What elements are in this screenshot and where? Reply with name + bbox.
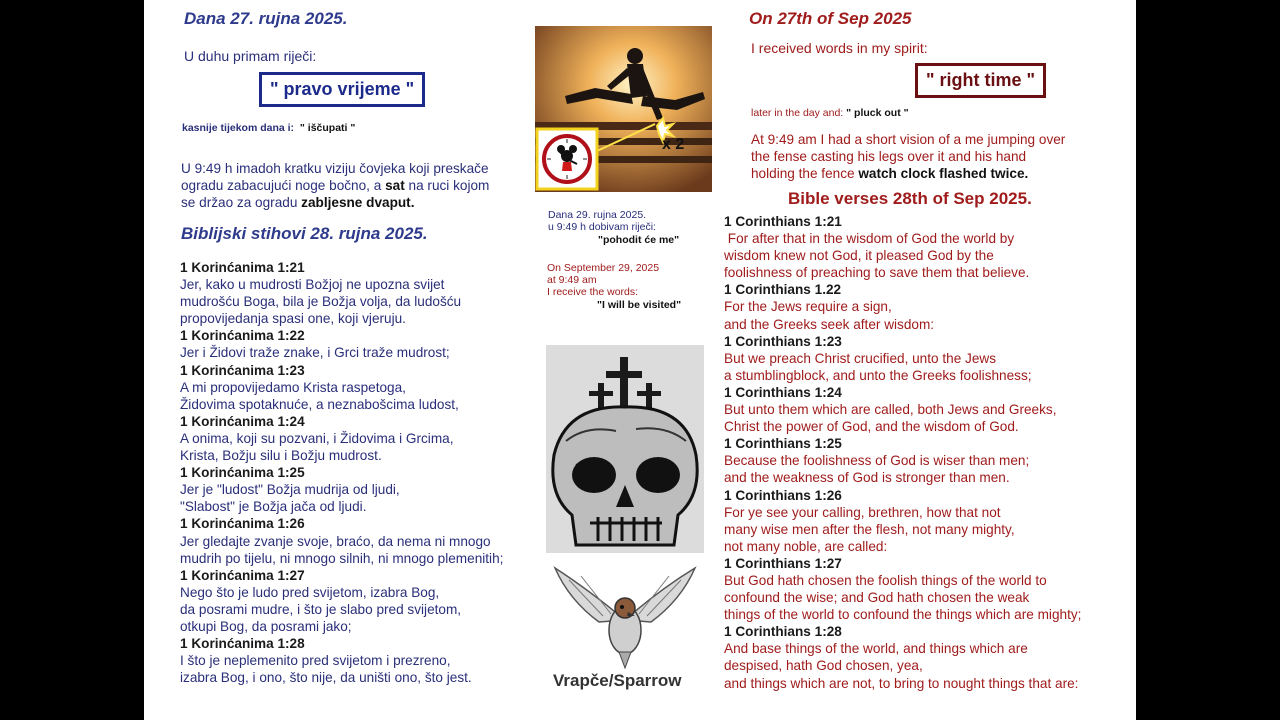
hr-later-prefix: kasnije tijekom dana i: xyxy=(182,122,295,134)
hr-vision-line: U 9:49 h imadoh kratku viziju čovjeka koji preskače xyxy=(181,161,489,176)
x2-label: x 2 xyxy=(662,136,685,153)
verse-text-line: Židovima spotaknuće, a neznabošcima ludost, xyxy=(180,396,459,412)
en-later-line xyxy=(751,107,909,119)
en-vision-flash: watch clock flashed twice. xyxy=(858,166,1029,181)
hr-vision-flash: zabljesne dvaput. xyxy=(301,195,415,210)
sparrow-image xyxy=(549,560,701,696)
verse-reference: 1 Corinthians 1:24 xyxy=(724,384,842,400)
hr-note-word: "pohodit će me" xyxy=(598,234,680,246)
verse-text-line: things of the world to confound the things which are mighty; xyxy=(724,607,1082,623)
hr-vision-part: ogradu zabacujući noge bočno, a xyxy=(181,178,382,193)
verse-reference: 1 Corinthians 1:25 xyxy=(724,436,842,452)
hr-vision-text xyxy=(181,160,489,211)
en-note-line: at 9:49 am xyxy=(547,274,597,286)
verse-reference: 1 Corinthians 1.22 xyxy=(724,282,842,298)
hr-vision-part: na ruci kojom xyxy=(408,178,490,193)
verse-text-line: otkupi Bog, da posrami jako; xyxy=(180,618,352,634)
hr-word-box: " pravo vrijeme " xyxy=(259,72,425,107)
hr-intro: U duhu primam riječi: xyxy=(184,48,317,64)
verse-text-line: And base things of the world, and things which are xyxy=(724,641,1028,657)
hr-followup-note xyxy=(548,209,679,246)
en-word-box: " right time " xyxy=(915,63,1046,98)
verse-text-line: many wise men after the flesh, not many mighty, xyxy=(724,521,1015,537)
verse-text-line: confound the wise; and God hath chosen the weak xyxy=(724,590,1030,606)
hr-date-title: Dana 27. rujna 2025. xyxy=(184,9,348,28)
verse-text-line: I što je neplemenito pred svijetom i prezreno, xyxy=(180,653,451,669)
verse-text-line: A mi propovijedamo Krista raspetoga, xyxy=(180,379,406,395)
en-vision-line: At 9:49 am I had a short vision of a me jumping over xyxy=(751,132,1066,147)
hr-verses-title: Biblijski stihovi 28. rujna 2025. xyxy=(181,224,428,243)
verse-text-line: not many noble, are called: xyxy=(724,538,888,554)
verse-text-line: But unto them which are called, both Jews and Greeks, xyxy=(724,402,1057,418)
en-vision-line: the fense casting his legs over it and his hand xyxy=(751,149,1027,164)
verse-reference: 1 Korinćanima 1:26 xyxy=(180,516,305,532)
verse-reference: 1 Corinthians 1:26 xyxy=(724,487,842,503)
verse-text-line: and the weakness of God is stronger than men. xyxy=(724,470,1010,486)
verse-text-line: Christ the power of God, and the wisdom of God. xyxy=(724,419,1019,435)
verse-text-line: mudrošću Boga, bila je Božja volja, da ludošću xyxy=(180,294,462,310)
verse-text-line: Jer, kako u mudrosti Božjoj ne upozna svijet xyxy=(180,277,445,293)
verse-text-line: and things which are not, to bring to nought things that are: xyxy=(724,675,1079,691)
verse-text-line: Because the foolishness of God is wiser than men; xyxy=(724,453,1030,469)
verse-text-line: For ye see your calling, brethren, how that not xyxy=(724,504,1001,520)
verse-text-line: "Slabost" je Božja jača od ljudi. xyxy=(180,499,367,515)
verse-text-line: Jer i Židovi traže znake, i Grci traže mudrost; xyxy=(180,345,450,361)
hr-vision-line xyxy=(181,177,489,194)
en-followup-note xyxy=(547,262,681,311)
hr-vision-line xyxy=(181,194,489,211)
verse-reference: 1 Corinthians 1:21 xyxy=(724,214,842,229)
en-vision-part: holding the fence xyxy=(751,166,855,181)
verse-text-line: propovijedanja spasi one, koji vjeruju. xyxy=(180,311,406,327)
verse-reference: 1 Korinćanima 1:22 xyxy=(180,328,305,344)
hr-note-line: Dana 29. rujna 2025. xyxy=(548,209,647,221)
hr-note-line: u 9:49 h dobivam riječi: xyxy=(548,221,656,233)
sparrow-caption: Vrapče/Sparrow xyxy=(553,671,682,690)
verse-reference: 1 Korinćanima 1:28 xyxy=(180,636,305,652)
verse-reference: 1 Corinthians 1:23 xyxy=(724,333,842,349)
verse-text-line: But we preach Christ crucified, unto the Jews xyxy=(724,350,997,366)
verse-reference: 1 Corinthians 1:28 xyxy=(724,624,842,640)
verse-reference: 1 Korinćanima 1:21 xyxy=(180,260,305,275)
verse-text-line: For after that in the wisdom of God the world by xyxy=(724,231,1015,247)
jumping-man-image xyxy=(535,26,712,192)
verse-reference: 1 Korinćanima 1:24 xyxy=(180,413,305,429)
verse-reference: 1 Korinćanima 1:25 xyxy=(180,465,305,481)
verse-reference: 1 Korinćanima 1:27 xyxy=(180,567,305,583)
en-verse-list xyxy=(724,213,1081,692)
verse-text-line: But God hath chosen the foolish things of the world to xyxy=(724,572,1047,588)
verse-text-line: A onima, koji su pozvani, i Židovima i Grcima, xyxy=(180,430,454,446)
en-intro: I received words in my spirit: xyxy=(751,40,928,56)
hr-verse-list xyxy=(180,259,503,686)
document-page xyxy=(144,0,1136,720)
en-vision-text xyxy=(751,131,1065,182)
en-note-line: On September 29, 2025 xyxy=(547,262,660,274)
verse-text-line: mudrih po tijelu, ni mnogo silnih, ni mnogo plemenitih; xyxy=(180,550,504,566)
verse-text-line: despised, hath God chosen, yea, xyxy=(724,658,923,674)
hr-later-line xyxy=(182,122,355,134)
skull-hill-image xyxy=(546,345,704,553)
en-note-word: "I will be visited" xyxy=(597,299,682,311)
en-later-word: " pluck out " xyxy=(846,107,909,119)
en-later-prefix: later in the day and: xyxy=(751,107,844,119)
en-verses-title: Bible verses 28th of Sep 2025. xyxy=(788,189,1032,208)
en-vision-line xyxy=(751,165,1065,182)
verse-text-line: Jer je "ludost" Božja mudrija od ljudi, xyxy=(180,482,400,498)
verse-text-line: da posrami mudre, i što je slabo pred svijetom, xyxy=(180,601,462,617)
verse-text-line: foolishness of preaching to save them that believe. xyxy=(724,265,1030,281)
verse-text-line: Krista, Božju silu i Božju mudrost. xyxy=(180,448,382,464)
verse-text-line: For the Jews require a sign, xyxy=(724,299,892,315)
verse-text-line: izabra Bog, i ono, što nije, da uništi ono, što jest. xyxy=(180,670,472,686)
en-note-line: I receive the words: xyxy=(547,286,639,298)
verse-text-line: Nego što je ludo pred svijetom, izabra Bog, xyxy=(180,584,440,600)
hr-vision-part: se držao za ogradu xyxy=(181,195,298,210)
hr-vision-sat: sat xyxy=(385,178,405,193)
verse-text-line: wisdom knew not God, it pleased God by the xyxy=(724,248,994,264)
verse-reference: 1 Korinćanima 1:23 xyxy=(180,362,305,378)
hr-later-word: " iščupati " xyxy=(299,122,356,134)
verse-text-line: and the Greeks seek after wisdom: xyxy=(724,316,935,332)
verse-text-line: a stumblingblock, and unto the Greeks foolishness; xyxy=(724,367,1032,383)
verse-text-line: Jer gledajte zvanje svoje, braćo, da nema ni mnogo xyxy=(180,533,491,549)
en-date-title: On 27th of Sep 2025 xyxy=(749,9,912,28)
verse-reference: 1 Corinthians 1:27 xyxy=(724,555,842,571)
